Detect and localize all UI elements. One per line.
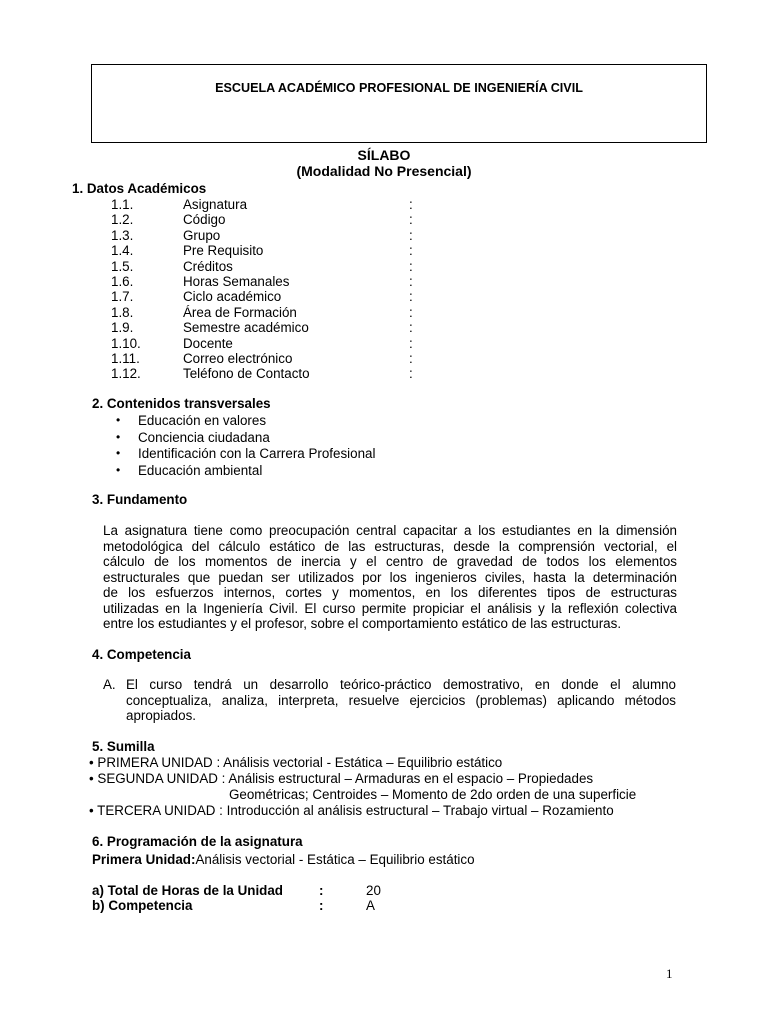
paragraph-line: metodológica del cálculo estático de las estructuras, desde la comprensión vectorial, el: [103, 538, 677, 554]
academic-data-item-number: 1.5.: [111, 258, 134, 274]
section-3-heading: 3. Fundamento: [92, 492, 188, 507]
academic-data-item-separator: :: [409, 366, 413, 382]
paragraph-line: de los esfuerzos internos, cortes y momentos, en los diferentes tipos de estructuras: [103, 585, 677, 600]
sumilla-unit-2: • SEGUNDA UNIDAD : Análisis estructural – Armaduras en el espacio – Propiedades: [89, 771, 594, 786]
academic-data-item-number: 1.12.: [111, 366, 141, 382]
academic-data-item-label: Pre Requisito: [183, 243, 264, 259]
academic-data-item-label: Área de Formación: [183, 304, 297, 320]
academic-data-item-label: Asignatura: [183, 197, 248, 212]
academic-data-item-label: Ciclo académico: [183, 289, 282, 305]
academic-data-item-number: 1.4.: [111, 243, 134, 259]
academic-data-item-label: Grupo: [183, 227, 221, 243]
academic-data-item-label: Créditos: [183, 258, 233, 274]
page-number: 1: [666, 966, 673, 981]
academic-data-item-label: Docente: [183, 335, 233, 351]
academic-data-item-separator: :: [409, 335, 413, 351]
academic-data-item-separator: :: [409, 258, 413, 274]
academic-data-item-label: Horas Semanales: [183, 274, 290, 289]
transversal-item: Educación ambiental: [138, 462, 263, 478]
academic-data-item-number: 1.11.: [111, 351, 140, 366]
paragraph-line: El curso tendrá un desarrollo teórico-práctico demostrativo, en donde el alumno: [126, 677, 676, 692]
section-6-heading: 6. Programación de la asignatura: [92, 834, 303, 849]
academic-data-item-label: Correo electrónico: [183, 351, 293, 366]
academic-data-item-separator: :: [409, 197, 413, 212]
section-1-heading: 1. Datos Académicos: [72, 181, 207, 196]
competence-label: b) Competencia: [92, 898, 193, 913]
transversal-item: Conciencia ciudadana: [138, 429, 270, 445]
transversal-item: Educación en valores: [138, 413, 267, 428]
section-4-heading: 4. Competencia: [92, 647, 191, 662]
total-hours-value: 20: [366, 883, 381, 898]
academic-data-item-separator: :: [409, 243, 413, 259]
academic-data-item-number: 1.2.: [111, 212, 134, 228]
bullet-icon: •: [116, 446, 121, 460]
academic-data-item-label: Semestre académico: [183, 320, 309, 336]
section-5-heading: 5. Sumilla: [92, 739, 155, 754]
academic-data-item-label: Teléfono de Contacto: [183, 366, 310, 382]
academic-data-item-separator: :: [409, 212, 413, 228]
academic-data-item-number: 1.3.: [111, 227, 134, 243]
paragraph-line: utilizadas en la Ingeniería Civil. El curso permite propiciar el análisis y la reflexión colectiva: [103, 600, 677, 616]
academic-data-item-separator: :: [409, 320, 413, 336]
total-hours-separator: :: [319, 883, 324, 898]
academic-data-item-separator: :: [409, 351, 413, 366]
academic-data-item-number: 1.10.: [111, 335, 141, 351]
paragraph-line: cálculo de los momentos de inercia y el centro de gravedad de todos los elementos: [103, 554, 677, 569]
academic-data-item-number: 1.1.: [111, 197, 134, 212]
sumilla-unit-2-continued: Geométricas; Centroides – Momento de 2do orden de una superficie: [229, 787, 637, 802]
bullet-icon: •: [116, 429, 121, 444]
competence-separator: :: [319, 898, 324, 913]
fundamento-paragraph: [103, 523, 677, 632]
first-unit-label: Primera Unidad:: [92, 852, 196, 867]
section-2-heading: 2. Contenidos transversales: [92, 396, 271, 411]
academic-data-item-number: 1.9.: [111, 320, 134, 336]
sumilla-unit-1: • PRIMERA UNIDAD : Análisis vectorial - Estática – Equilibrio estático: [89, 755, 503, 770]
academic-data-item-number: 1.6.: [111, 274, 134, 289]
bullet-icon: •: [116, 413, 121, 427]
academic-data-item-number: 1.7.: [111, 289, 134, 305]
sumilla-unit-3: • TERCERA UNIDAD : Introducción al análisis estructural – Trabajo virtual – Rozamiento: [89, 803, 614, 818]
academic-data-item-separator: :: [409, 227, 413, 243]
school-name: ESCUELA ACADÉMICO PROFESIONAL DE INGENIERÍA CIVIL: [215, 81, 583, 95]
document-title: SÍLABO: [357, 147, 411, 163]
first-unit-text: Análisis vectorial - Estática – Equilibrio estático: [195, 852, 475, 867]
paragraph-line: apropiados.: [126, 708, 196, 723]
total-hours-label: a) Total de Horas de la Unidad: [92, 883, 283, 898]
academic-data-item-separator: :: [409, 289, 413, 305]
competence-letter: A.: [103, 677, 116, 692]
competence-value: A: [366, 898, 375, 913]
paragraph-line: estructurales que puedan ser utilizados por los ingenieros civiles, hasta la determinación: [103, 569, 677, 585]
paragraph-line: entre los estudiantes y el profesor, sobre el comportamiento estático de las estructuras.: [103, 616, 622, 631]
paragraph-line: La asignatura tiene como preocupación central capacitar a los estudiantes en la dimensión: [103, 523, 677, 538]
header-box: [91, 64, 707, 143]
transversal-item: Identificación con la Carrera Profesional: [138, 446, 376, 461]
competence-paragraph: [126, 677, 676, 724]
academic-data-item-separator: :: [409, 304, 413, 320]
first-unit-line: [92, 852, 475, 867]
paragraph-line: conceptualiza, analiza, interpreta, resuelve ejercicios (problemas) aplicando métodos: [126, 692, 676, 708]
academic-data-item-separator: :: [409, 274, 413, 289]
bullet-icon: •: [116, 462, 121, 477]
academic-data-item-number: 1.8.: [111, 304, 134, 320]
document-subtitle: (Modalidad No Presencial): [296, 163, 472, 179]
academic-data-item-label: Código: [183, 212, 226, 228]
